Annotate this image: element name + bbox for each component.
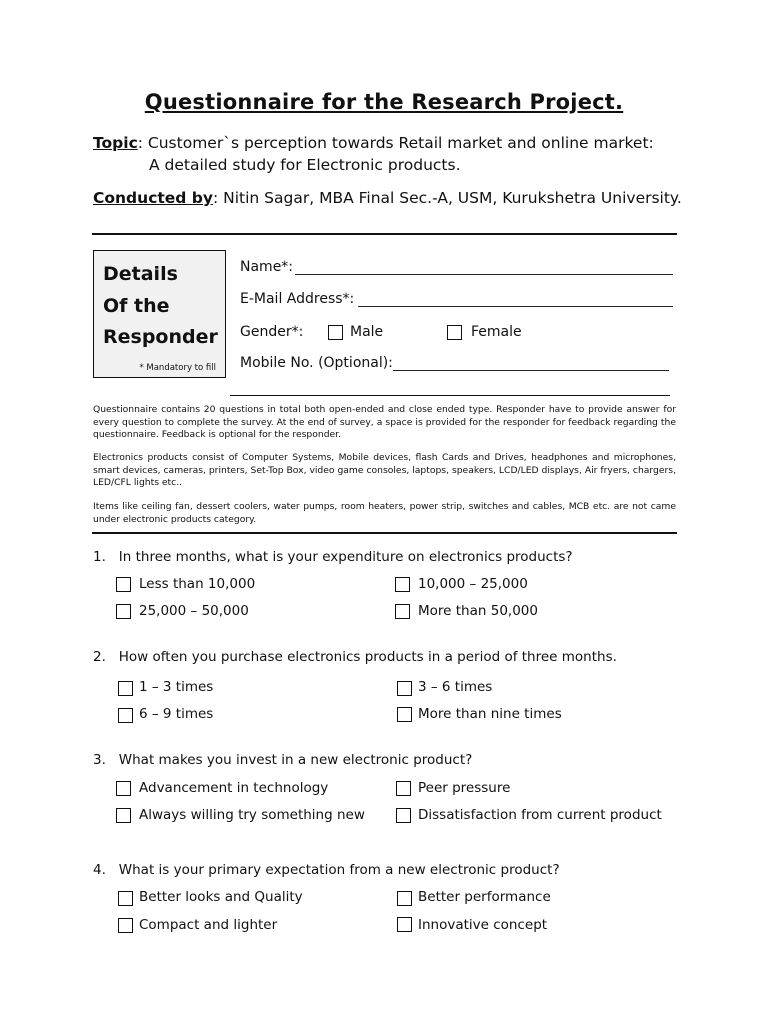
gender-female-label: Female <box>471 324 522 340</box>
divider <box>92 532 677 534</box>
page-title: Questionnaire for the Research Project. <box>144 90 624 114</box>
conducted-by-text: : Nitin Sagar, MBA Final Sec.-A, USM, Kurukshetra University. <box>213 189 682 207</box>
q3-option-4-checkbox[interactable] <box>396 808 411 823</box>
q3-option-4-label: Dissatisfaction from current product <box>418 807 662 823</box>
q1-option-1-checkbox[interactable] <box>116 577 131 592</box>
gender-female-checkbox[interactable] <box>447 325 462 340</box>
topic-label: Topic <box>93 134 138 152</box>
mobile-field[interactable] <box>393 370 669 371</box>
q3-option-2-label: Peer pressure <box>418 780 511 796</box>
q4-option-4-checkbox[interactable] <box>397 917 412 932</box>
q2-option-4-label: More than nine times <box>418 706 562 722</box>
question-text: In three months, what is your expenditure on electronics products? <box>118 549 573 565</box>
q2-option-3-checkbox[interactable] <box>118 708 133 723</box>
topic-text: : Customer`s perception towards Retail market and online market: <box>137 134 654 152</box>
topic-text-line2: A detailed study for Electronic products. <box>149 156 461 174</box>
q1-option-3-label: 25,000 – 50,000 <box>139 603 249 619</box>
q1-option-4-label: More than 50,000 <box>418 603 538 619</box>
q1-option-2-checkbox[interactable] <box>395 577 410 592</box>
responder-heading-line: Details <box>103 263 178 285</box>
q1-option-1-label: Less than 10,000 <box>139 576 256 592</box>
q4-option-1-checkbox[interactable] <box>118 891 133 906</box>
question-text: What is your primary expectation from a new electronic product? <box>118 862 560 878</box>
divider <box>230 395 670 396</box>
gender-label: Gender*: <box>240 324 304 340</box>
question-3 <box>93 752 472 768</box>
q4-option-4-label: Innovative concept <box>418 917 548 933</box>
q4-option-2-label: Better performance <box>418 889 551 905</box>
q3-option-3-checkbox[interactable] <box>116 808 131 823</box>
gender-male-label: Male <box>350 324 384 340</box>
q3-option-2-checkbox[interactable] <box>396 781 411 796</box>
instructions-paragraph: Items like ceiling fan, dessert coolers, water pumps, room heaters, power strip, switches and cables, MCB etc. are not came under electronic products category. <box>93 501 676 525</box>
instructions-paragraph: Electronics products consist of Computer Systems, Mobile devices, flash Cards and Drives, headphones and microphones, smart devices, cameras, printers, Set-Top Box, video game consoles, laptops, speakers, LCD/LED displays, Air fryers, chargers, LED/CFL lights etc.. <box>93 452 676 489</box>
instructions-paragraph: Questionnaire contains 20 questions in total both open-ended and close ended type. Responder have to provide answer for every question to complete the survey. At the end of survey, a space is provided for the responder for feedback regarding the questionnaire. Feedback is optional for the responder. <box>93 404 676 441</box>
conducted-by-line <box>93 189 682 207</box>
name-field[interactable] <box>295 274 673 275</box>
responder-heading-line: Responder <box>103 326 218 348</box>
q1-option-4-checkbox[interactable] <box>395 604 410 619</box>
q2-option-4-checkbox[interactable] <box>397 707 412 722</box>
q2-option-1-checkbox[interactable] <box>118 681 133 696</box>
responder-heading <box>103 259 218 354</box>
question-number: 2. <box>93 649 106 665</box>
q1-option-3-checkbox[interactable] <box>116 604 131 619</box>
q4-option-1-label: Better looks and Quality <box>139 889 303 905</box>
divider <box>92 233 677 235</box>
q3-option-1-checkbox[interactable] <box>116 781 131 796</box>
q2-option-2-label: 3 – 6 times <box>418 679 493 695</box>
responder-heading-line: Of the <box>103 294 170 317</box>
q4-option-3-checkbox[interactable] <box>118 918 133 933</box>
q4-option-3-label: Compact and lighter <box>139 917 278 933</box>
question-number: 1. <box>93 549 106 565</box>
q4-option-2-checkbox[interactable] <box>397 891 412 906</box>
question-text: What makes you invest in a new electronic product? <box>118 752 473 768</box>
question-text: How often you purchase electronics products in a period of three months. <box>118 649 617 665</box>
name-label: Name*: <box>240 259 294 275</box>
q3-option-3-label: Always willing try something new <box>139 807 365 823</box>
mobile-label: Mobile No. (Optional): <box>240 355 393 371</box>
question-2 <box>93 649 617 665</box>
email-field[interactable] <box>358 306 673 307</box>
question-number: 4. <box>93 862 106 878</box>
conducted-by-label: Conducted by <box>93 189 213 207</box>
q2-option-1-label: 1 – 3 times <box>139 679 214 695</box>
q3-option-1-label: Advancement in technology <box>139 780 329 796</box>
mandatory-note: * Mandatory to fill <box>139 363 216 373</box>
question-4 <box>93 862 560 878</box>
q2-option-2-checkbox[interactable] <box>397 681 412 696</box>
q2-option-3-label: 6 – 9 times <box>139 706 214 722</box>
topic-line <box>93 134 654 152</box>
question-number: 3. <box>93 752 106 768</box>
q1-option-2-label: 10,000 – 25,000 <box>418 576 528 592</box>
question-1 <box>93 549 573 565</box>
gender-male-checkbox[interactable] <box>328 325 343 340</box>
email-label: E-Mail Address*: <box>240 291 355 307</box>
responder-details-box <box>93 250 226 378</box>
